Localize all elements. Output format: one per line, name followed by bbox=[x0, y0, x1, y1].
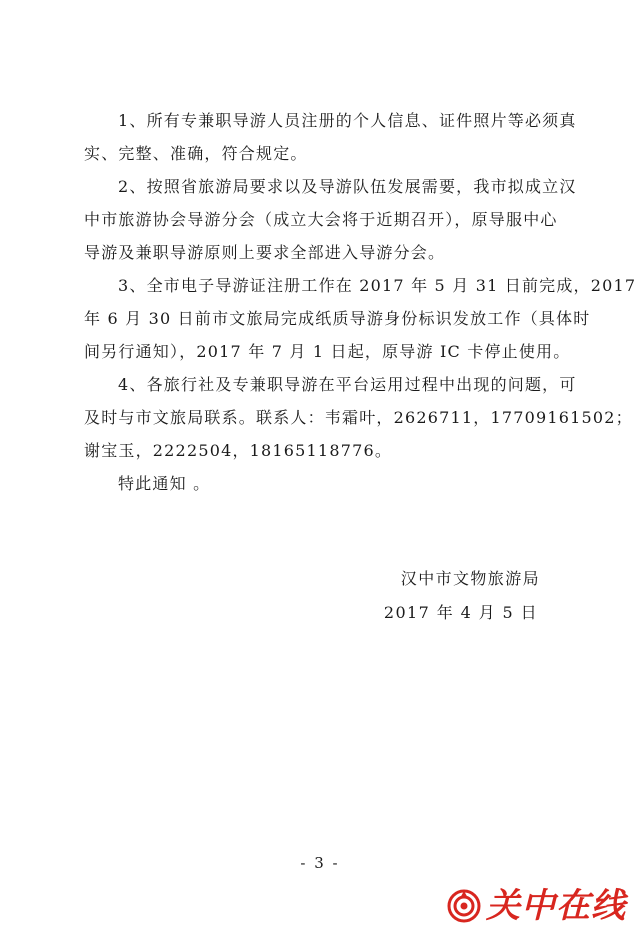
paragraph-3-line-2: 年 6 月 30 日前市文旅局完成纸质导游身份标识发放工作（具体时 bbox=[84, 309, 591, 328]
paragraph-2-line-1: 2、按照省旅游局要求以及导游队伍发展需要，我市拟成立汉 bbox=[118, 177, 577, 196]
paragraph-1-line-1: 1、所有专兼职导游人员注册的个人信息、证件照片等必须真 bbox=[118, 111, 577, 130]
watermark-logo-icon bbox=[446, 888, 482, 924]
paragraph-1-line-2: 实、完整、准确，符合规定。 bbox=[84, 144, 308, 163]
watermark bbox=[446, 886, 626, 926]
closing-notice: 特此通知 。 bbox=[118, 474, 211, 493]
paragraph-2-line-3: 导游及兼职导游原则上要求全部进入导游分会。 bbox=[84, 243, 446, 262]
paragraph-4-line-3: 谢宝玉，2222504，18165118776。 bbox=[84, 441, 393, 460]
paragraph-4-line-2: 及时与市文旅局联系。联系人：韦霜叶，2626711，17709161502； bbox=[84, 408, 633, 427]
watermark-text: 关中在线 bbox=[486, 886, 626, 926]
page-number: - 3 - bbox=[300, 854, 340, 872]
paragraph-2-line-2: 中市旅游协会导游分会（成立大会将于近期召开），原导服中心 bbox=[84, 210, 558, 229]
paragraph-3-line-3: 间另行通知），2017 年 7 月 1 日起，原导游 IC 卡停止使用。 bbox=[84, 342, 571, 361]
signature-date: 2017 年 4 月 5 日 bbox=[383, 603, 538, 622]
signature-block bbox=[384, 562, 540, 630]
document-body bbox=[84, 104, 637, 500]
signature-organization: 汉中市文物旅游局 bbox=[400, 569, 540, 588]
paragraph-3-line-1: 3、全市电子导游证注册工作在 2017 年 5 月 31 日前完成，2017 bbox=[118, 276, 637, 295]
paragraph-4-line-1: 4、各旅行社及专兼职导游在平台运用过程中出现的问题，可 bbox=[118, 375, 577, 394]
